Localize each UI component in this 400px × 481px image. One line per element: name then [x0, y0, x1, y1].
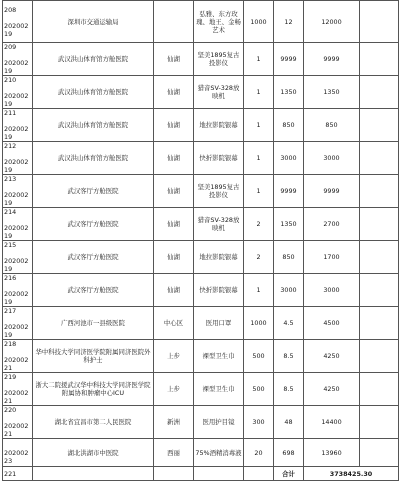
cell-qty: 1: [244, 43, 274, 76]
cell-sum: 4250: [304, 373, 360, 406]
serial-number: 210: [4, 76, 17, 84]
serial-number: 211: [4, 109, 17, 117]
table-row: [3, 439, 399, 467]
cell-unit: 武汉洪山体育馆方舱医院: [33, 76, 154, 109]
cell-item: 裸型卫生巾: [194, 373, 244, 406]
table-row: [3, 373, 399, 406]
cell-sum: 4250: [304, 340, 360, 373]
empty-cell: [154, 467, 194, 481]
cell-area: 中心区: [154, 307, 194, 340]
cell-area: 仙湖: [154, 208, 194, 241]
cell-qty: 2: [244, 208, 274, 241]
table-row: [3, 208, 399, 241]
cell-no: [3, 43, 33, 76]
empty-cell: [194, 467, 244, 481]
table-row: [3, 340, 399, 373]
table-row: [3, 43, 399, 76]
table-row: [3, 274, 399, 307]
cell-note: [360, 109, 399, 142]
donation-date: 20200219: [4, 224, 29, 240]
cell-price: 8.5: [274, 340, 304, 373]
cell-price: 3000: [274, 274, 304, 307]
serial-number: 219: [4, 373, 17, 381]
cell-qty: 2: [244, 241, 274, 274]
cell-item: 猎音SV-328放映机: [194, 76, 244, 109]
cell-note: [360, 1, 399, 43]
cell-unit: 武汉客厅方舱医院: [33, 175, 154, 208]
cell-price: 850: [274, 241, 304, 274]
serial-number: 208: [4, 5, 17, 14]
serial-number: 216: [4, 274, 17, 282]
cell-sum: 9999: [304, 175, 360, 208]
serial-number: 213: [4, 175, 17, 183]
cell-no: [3, 406, 33, 439]
cell-unit: 武汉客厅方舱医院: [33, 208, 154, 241]
cell-unit: 湖北省宜昌市第二人民医院: [33, 406, 154, 439]
serial-number: 212: [4, 142, 17, 150]
cell-unit: 武汉客厅方舱医院: [33, 274, 154, 307]
cell-note: [360, 43, 399, 76]
cell-no: [3, 373, 33, 406]
cell-sum: 3000: [304, 142, 360, 175]
cell-price: 3000: [274, 142, 304, 175]
cell-price: 850: [274, 109, 304, 142]
donation-date: 20200219: [4, 92, 29, 108]
cell-note: [360, 208, 399, 241]
cell-item: 坚美1895复古投影仪: [194, 175, 244, 208]
cell-note: [360, 142, 399, 175]
cell-sum: 2700: [304, 208, 360, 241]
total-label: 合计: [274, 467, 304, 481]
cell-item: 地拉影院银幕: [194, 109, 244, 142]
cell-price: 4.5: [274, 307, 304, 340]
cell-item: 医用护目镜: [194, 406, 244, 439]
cell-no: [3, 109, 33, 142]
serial-number: 214: [4, 208, 17, 216]
serial-number: 217: [4, 307, 17, 315]
cell-price: 698: [274, 439, 304, 467]
cell-price: 12: [274, 1, 304, 43]
cell-area: [154, 1, 194, 43]
cell-no: [3, 208, 33, 241]
cell-item: 医用口罩: [194, 307, 244, 340]
cell-no: [3, 76, 33, 109]
cell-unit: 华中科技大学同济医学院附属同济医院外科护士: [33, 340, 154, 373]
cell-no: [3, 241, 33, 274]
cell-unit: 武汉洪山体育馆方舱医院: [33, 43, 154, 76]
cell-unit: 广西河池市一县级医院: [33, 307, 154, 340]
donation-date: 20200221: [4, 422, 29, 438]
cell-price: 1350: [274, 208, 304, 241]
cell-qty: 500: [244, 373, 274, 406]
cell-area: 仙湖: [154, 43, 194, 76]
cell-sum: 9999: [304, 43, 360, 76]
donation-date: 20200219: [4, 191, 29, 207]
donation-date: 20200219: [4, 59, 29, 75]
empty-cell: [244, 467, 274, 481]
donation-date: 20200221: [4, 356, 29, 372]
cell-qty: 500: [244, 340, 274, 373]
cell-unit: 深圳市交通运输局: [33, 1, 154, 43]
cell-no: [3, 142, 33, 175]
donation-date: 20200219: [4, 290, 29, 306]
table-row: [3, 241, 399, 274]
serial-number: 215: [4, 241, 17, 249]
cell-sum: 12000: [304, 1, 360, 43]
cell-note: [360, 373, 399, 406]
empty-cell: [33, 467, 154, 481]
total-row: [3, 467, 399, 481]
cell-item: 快折影院银幕: [194, 142, 244, 175]
table-body: [3, 1, 399, 481]
table-row: [3, 142, 399, 175]
cell-price: 1350: [274, 76, 304, 109]
cell-item: 地拉影院银幕: [194, 241, 244, 274]
cell-unit: 浙大二院援武汉华中科技大学同济医学院附属协和肿瘤中心ICU: [33, 373, 154, 406]
cell-no: [3, 439, 33, 467]
cell-sum: 14400: [304, 406, 360, 439]
cell-sum: 13960: [304, 439, 360, 467]
donation-table: [2, 0, 399, 481]
cell-area: 新洲: [154, 406, 194, 439]
cell-no: [3, 340, 33, 373]
cell-note: [360, 76, 399, 109]
cell-note: [360, 274, 399, 307]
cell-no: [3, 307, 33, 340]
cell-item: 猎音SV-328放映机: [194, 208, 244, 241]
cell-sum: 1700: [304, 241, 360, 274]
cell-item: 快折影院银幕: [194, 274, 244, 307]
cell-qty: 1: [244, 274, 274, 307]
cell-qty: 1: [244, 175, 274, 208]
cell-note: [360, 307, 399, 340]
cell-area: 仙湖: [154, 76, 194, 109]
cell-note: [360, 175, 399, 208]
cell-item: 75%酒精消毒液: [194, 439, 244, 467]
cell-unit: 武汉洪山体育馆方舱医院: [33, 109, 154, 142]
cell-qty: 1: [244, 109, 274, 142]
cell-sum: 1350: [304, 76, 360, 109]
serial-number: 209: [4, 43, 17, 51]
cell-no: [3, 175, 33, 208]
cell-area: 上步: [154, 340, 194, 373]
donation-date: 20200219: [4, 125, 29, 141]
cell-area: 仙湖: [154, 109, 194, 142]
total-value: 3738425.30: [304, 467, 399, 481]
table-row: [3, 406, 399, 439]
cell-area: 仙湖: [154, 142, 194, 175]
cell-sum: 850: [304, 109, 360, 142]
donation-date: 20200219: [4, 158, 29, 174]
cell-item: 裸型卫生巾: [194, 340, 244, 373]
cell-area: 仙湖: [154, 241, 194, 274]
donation-date: 20200219: [4, 323, 29, 339]
cell-qty: 300: [244, 406, 274, 439]
cell-qty: 1000: [244, 1, 274, 43]
cell-item: 弘雅、东方玫瑰、地王、金畅艺术: [194, 1, 244, 43]
cell-price: 9999: [274, 175, 304, 208]
cell-note: [360, 439, 399, 467]
cell-area: 仙湖: [154, 175, 194, 208]
donation-date: 20200219: [4, 257, 29, 273]
cell-qty: 1000: [244, 307, 274, 340]
table-row: [3, 109, 399, 142]
cell-qty: 20: [244, 439, 274, 467]
cell-unit: 湖北洪湖市中医院: [33, 439, 154, 467]
cell-sum: 3000: [304, 274, 360, 307]
cell-note: [360, 340, 399, 373]
table-row: [3, 175, 399, 208]
cell-note: [360, 241, 399, 274]
total-row-number: 221: [3, 467, 33, 481]
cell-note: [360, 406, 399, 439]
cell-area: 上步: [154, 373, 194, 406]
cell-unit: 武汉客厅方舱医院: [33, 241, 154, 274]
serial-number: 218: [4, 340, 17, 348]
cell-item: 坚美1895复古投影仪: [194, 43, 244, 76]
cell-qty: 1: [244, 76, 274, 109]
table-row: [3, 1, 399, 43]
donation-date: 20200221: [4, 389, 29, 405]
cell-no: [3, 1, 33, 43]
cell-sum: 4500: [304, 307, 360, 340]
donation-date: 20200223: [4, 448, 29, 465]
cell-price: 8.5: [274, 373, 304, 406]
cell-qty: 1: [244, 142, 274, 175]
cell-area: 西丽: [154, 439, 194, 467]
cell-no: [3, 274, 33, 307]
table-row: [3, 307, 399, 340]
cell-area: 仙湖: [154, 274, 194, 307]
table-row: [3, 76, 399, 109]
cell-price: 48: [274, 406, 304, 439]
cell-price: 9999: [274, 43, 304, 76]
cell-unit: 武汉洪山体育馆方舱医院: [33, 142, 154, 175]
donation-date: 20200219: [4, 21, 29, 38]
serial-number: 220: [4, 406, 17, 414]
